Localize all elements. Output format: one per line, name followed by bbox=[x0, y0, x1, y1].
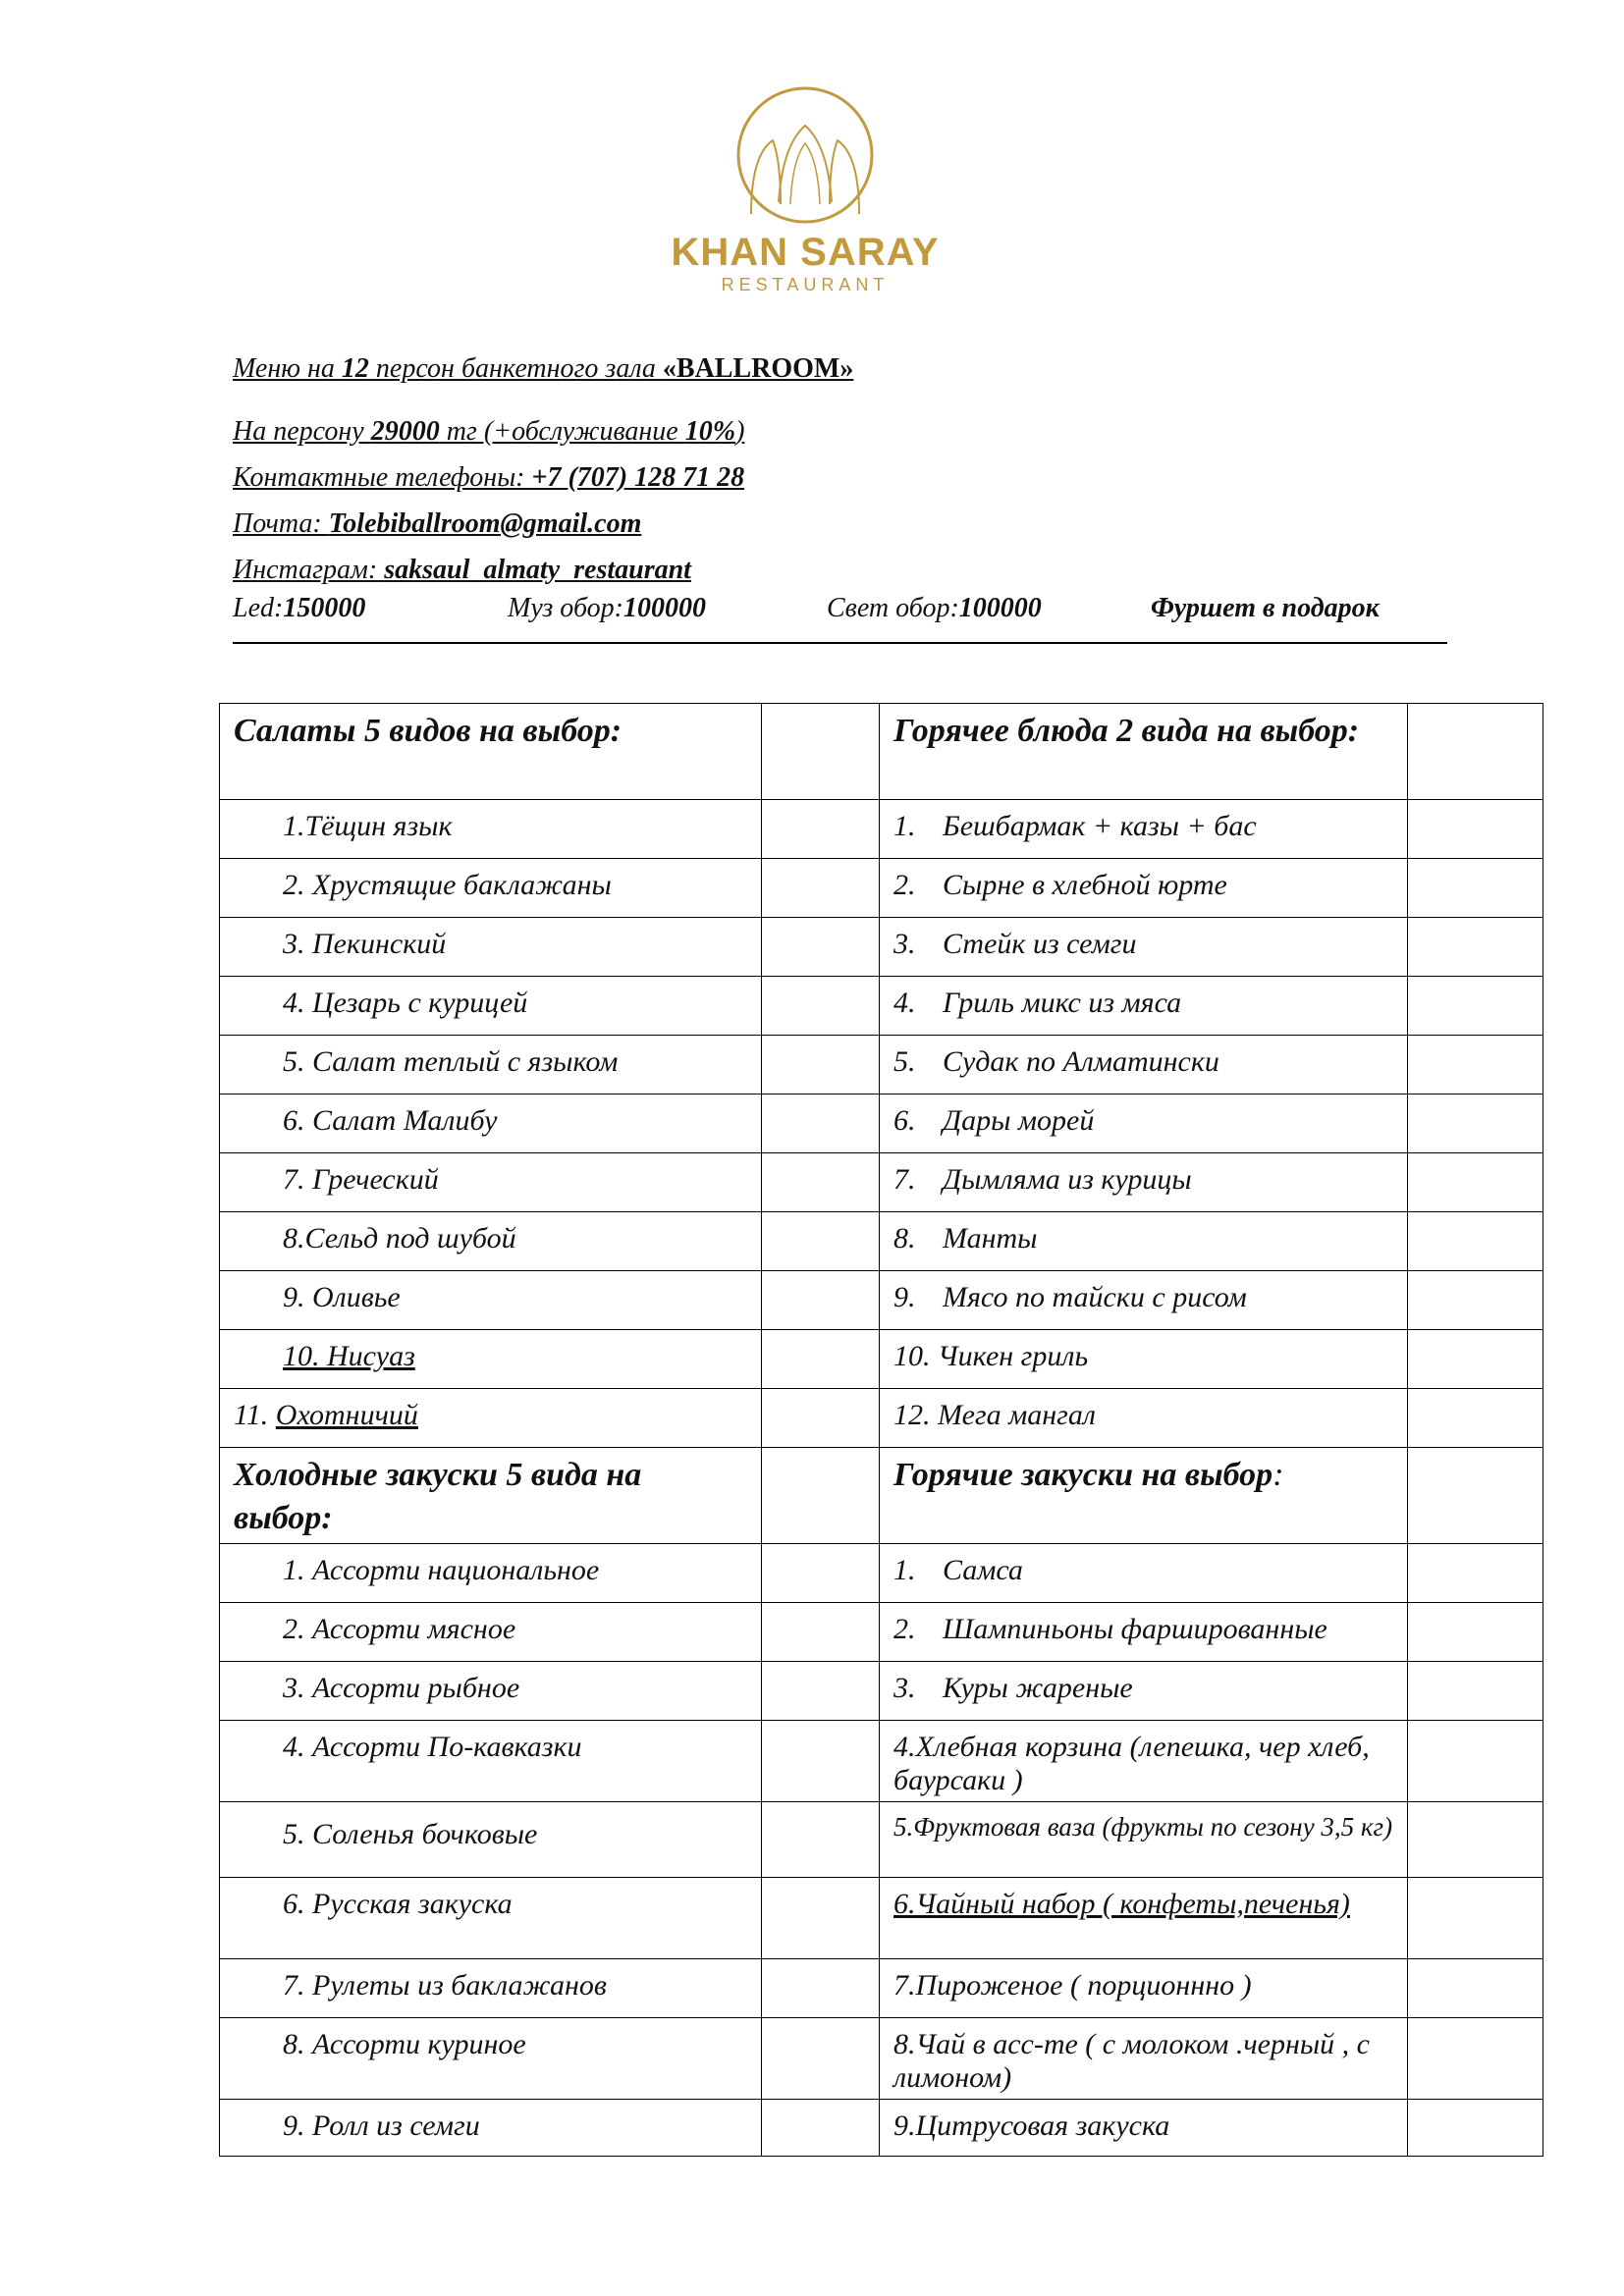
salad-item: 5. Салат теплый с языком bbox=[283, 1045, 619, 1078]
section-title-hot-dishes: Горячее блюда 2 вида на выбор: bbox=[893, 713, 1360, 749]
cold-snack-item: 6. Русская закуска bbox=[283, 1888, 513, 1920]
table-row bbox=[220, 918, 1543, 977]
cold-snack-item: 9. Ролл из семги bbox=[283, 2109, 480, 2142]
table-row bbox=[220, 2018, 1543, 2100]
hot-snack-item: 5.Фруктовая ваза (фрукты по сезону 3,5 кг) bbox=[893, 1812, 1393, 1842]
hot-snack-item: 2. Шампиньоны фаршированные bbox=[893, 1613, 1327, 1645]
section-title-salads: Салаты 5 видов на выбор: bbox=[234, 713, 623, 749]
table-row bbox=[220, 1212, 1543, 1271]
extras-row bbox=[233, 589, 1447, 644]
table-row bbox=[220, 1036, 1543, 1095]
salad-item: 10. Нисуаз bbox=[283, 1340, 415, 1372]
hot-snack-item: 1. Самса bbox=[893, 1554, 1023, 1586]
table-row bbox=[220, 1271, 1543, 1330]
salad-item: 3. Пекинский bbox=[283, 928, 447, 960]
cold-snack-item: 7. Рулеты из баклажанов bbox=[283, 1969, 607, 2002]
table-row bbox=[220, 1959, 1543, 2018]
salad-item: 4. Цезарь с курицей bbox=[283, 987, 528, 1019]
phone-line: Контактные телефоны: +7 (707) 128 71 28 bbox=[233, 462, 745, 493]
buffet-gift: Фуршет в подарок bbox=[1151, 593, 1380, 623]
cold-snack-item: 5. Соленья бочковые bbox=[283, 1818, 538, 1850]
hot-snack-item: 6.Чайный набор ( конфеты,печенья) bbox=[893, 1888, 1350, 1920]
table-row bbox=[220, 1721, 1543, 1802]
email-address[interactable]: Tolebiballroom@gmail.com bbox=[328, 508, 642, 539]
table-row bbox=[220, 704, 1543, 800]
table-row bbox=[220, 859, 1543, 918]
hot-snack-item: 4.Хлебная корзина (лепешка, чер хлеб, баурсаки ) bbox=[893, 1731, 1370, 1796]
instagram-handle[interactable]: saksaul_almaty_restaurant bbox=[384, 555, 691, 585]
salad-item: 11. Охотничий bbox=[234, 1399, 418, 1431]
salad-item: 9. Оливье bbox=[283, 1281, 401, 1313]
salad-item: 6. Салат Малибу bbox=[283, 1104, 498, 1137]
hot-snack-item: 8.Чай в асс-те ( с молоком .черный , с лимоном) bbox=[893, 2028, 1370, 2094]
light-equipment-price: Свет обор:100000 bbox=[827, 593, 1042, 623]
price-line: На персону 29000 тг (+обслуживание 10%) bbox=[233, 416, 745, 447]
cold-snack-item: 8. Ассорти куриное bbox=[283, 2028, 526, 2060]
menu-table bbox=[219, 703, 1543, 2157]
hot-dish-item: 6. Дары морей bbox=[893, 1104, 1095, 1137]
table-row bbox=[220, 1544, 1543, 1603]
table-row bbox=[220, 1802, 1543, 1878]
hot-dish-item: 5. Судак по Алматински bbox=[893, 1045, 1219, 1078]
hot-dish-item: 9. Мясо по тайски с рисом bbox=[893, 1281, 1247, 1313]
phone-number[interactable]: +7 (707) 128 71 28 bbox=[531, 462, 745, 493]
table-row bbox=[220, 2100, 1543, 2157]
table-row bbox=[220, 1153, 1543, 1212]
logo-title: KHAN SARAY bbox=[671, 231, 940, 274]
table-row bbox=[220, 1330, 1543, 1389]
hot-dish-item: 1. Бешбармак + казы + бас bbox=[893, 810, 1257, 842]
hot-dish-item: 10. Чикен гриль bbox=[893, 1340, 1089, 1372]
hot-snack-item: 9.Цитрусовая закуска bbox=[893, 2109, 1170, 2142]
salad-item: 2. Хрустящие баклажаны bbox=[283, 869, 612, 901]
salad-item: 7. Греческий bbox=[283, 1163, 439, 1196]
logo-subtitle: RESTAURANT bbox=[721, 275, 890, 294]
cold-snack-item: 3. Ассорти рыбное bbox=[283, 1672, 520, 1704]
table-row bbox=[220, 1389, 1543, 1448]
menu-title-line: Меню на 12 персон банкетного зала «BALLROOM» bbox=[233, 353, 854, 384]
section-title-cold-snacks: Холодные закуски 5 вида на выбор: bbox=[234, 1457, 642, 1536]
hot-snack-item: 7.Пироженое ( порционнно ) bbox=[893, 1969, 1252, 2002]
hot-snack-item: 3. Куры жареные bbox=[893, 1672, 1133, 1704]
logo-emblem-icon bbox=[722, 86, 889, 224]
salad-item: 8.Сельд под шубой bbox=[283, 1222, 516, 1255]
table-row bbox=[220, 1878, 1543, 1959]
hot-dish-item: 8. Манты bbox=[893, 1222, 1038, 1255]
cold-snack-item: 4. Ассорти По-кавказки bbox=[283, 1731, 582, 1763]
hot-dish-item: 2. Сырне в хлебной юрте bbox=[893, 869, 1227, 901]
hot-dish-item: 4. Гриль микс из мяса bbox=[893, 987, 1182, 1019]
hot-dish-item: 7. Дымляма из курицы bbox=[893, 1163, 1192, 1196]
email-line: Почта: Tolebiballroom@gmail.com bbox=[233, 508, 642, 539]
hot-dish-item: 12. Мега мангал bbox=[893, 1399, 1096, 1431]
cold-snack-item: 2. Ассорти мясное bbox=[283, 1613, 516, 1645]
table-row bbox=[220, 1603, 1543, 1662]
restaurant-logo bbox=[638, 86, 972, 312]
table-row bbox=[220, 1662, 1543, 1721]
music-equipment-price: Муз обор:100000 bbox=[508, 593, 706, 623]
table-row bbox=[220, 977, 1543, 1036]
section-title-hot-snacks: Горячие закуски на выбор: bbox=[893, 1457, 1284, 1493]
salad-item: 1.Тёщин язык bbox=[283, 810, 453, 842]
led-price: Led:150000 bbox=[233, 593, 366, 623]
table-row bbox=[220, 800, 1543, 859]
instagram-line: Инстаграм: saksaul_almaty_restaurant bbox=[233, 555, 691, 585]
cold-snack-item: 1. Ассорти национальное bbox=[283, 1554, 600, 1586]
table-row bbox=[220, 1095, 1543, 1153]
table-row bbox=[220, 1448, 1543, 1544]
hot-dish-item: 3. Стейк из семги bbox=[893, 928, 1137, 960]
